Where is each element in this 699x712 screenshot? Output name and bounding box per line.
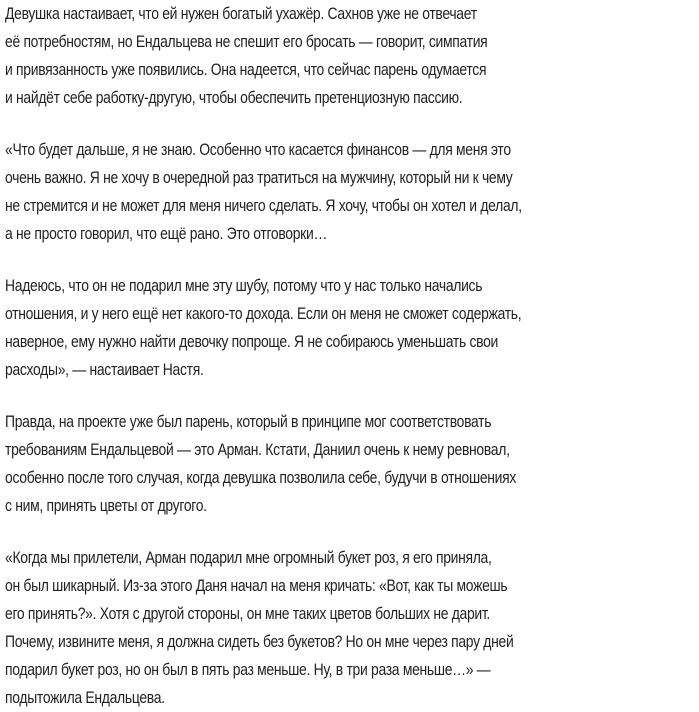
text-line: Почему, извините меня, я должна сидеть без букетов? Но он мне через пару дней — [5, 633, 514, 651]
text-line: и найдёт себе работку-другую, чтобы обеспечить претенциозную пассию. — [5, 89, 463, 107]
paragraph-2-quote — [5, 136, 693, 248]
text-line: его принять?». Хотя с другой стороны, он мне таких цветов больших не дарит. — [5, 605, 491, 623]
text-line: Девушка настаивает, что ей нужен богатый ухажёр. Сахнов уже не отвечает — [5, 5, 477, 23]
text-line: её потребностям, но Ендальцева не спешит его бросать — говорит, симпатия — [5, 33, 488, 51]
text-line: подытожила Ендальцева. — [5, 689, 165, 707]
text-line: с ним, принять цветы от другого. — [5, 497, 207, 515]
paragraph-5-quote — [5, 544, 693, 712]
text-line: не стремится и не может для меня ничего сделать. Я хочу, чтобы он хотел и делал, — [5, 197, 522, 215]
text-line: а не просто говорил, что ещё рано. Это отговорки… — [5, 225, 328, 243]
text-line: «Когда мы прилетели, Арман подарил мне огромный букет роз, я его приняла, — [5, 549, 492, 567]
text-line: он был шикарный. Из-за этого Даня начал на меня кричать: «Вот, как ты можешь — [5, 577, 508, 595]
text-line: расходы», — настаивает Настя. — [5, 361, 204, 379]
paragraph-4 — [5, 408, 693, 520]
text-line: очень важно. Я не хочу в очередной раз тратиться на мужчину, который ни к чему — [5, 169, 513, 187]
text-line: особенно после того случая, когда девушка позволила себе, будучи в отношениях — [5, 469, 517, 487]
text-line: Надеюсь, что он не подарил мне эту шубу, потому что у нас только начались — [5, 277, 483, 295]
paragraph-1 — [5, 0, 693, 112]
text-line: «Что будет дальше, я не знаю. Особенно что касается финансов — для меня это — [5, 141, 511, 159]
text-line: подарил букет роз, но он был в пять раз меньше. Ну, в три раза меньше…» — — [5, 661, 491, 679]
text-line: наверное, ему нужно найти девочку попроще. Я не собираюсь уменьшать свои — [5, 333, 498, 351]
text-line: требованиям Ендальцевой — это Арман. Кстати, Даниил очень к нему ревновал, — [5, 441, 510, 459]
text-line: и привязанность уже появились. Она надеется, что сейчас парень одумается — [5, 61, 487, 79]
text-line: Правда, на проекте уже был парень, который в принципе мог соответствовать — [5, 413, 492, 431]
text-line: отношения, и у него ещё нет какого-то дохода. Если он меня не сможет содержать, — [5, 305, 522, 323]
paragraph-3-quote — [5, 272, 693, 384]
